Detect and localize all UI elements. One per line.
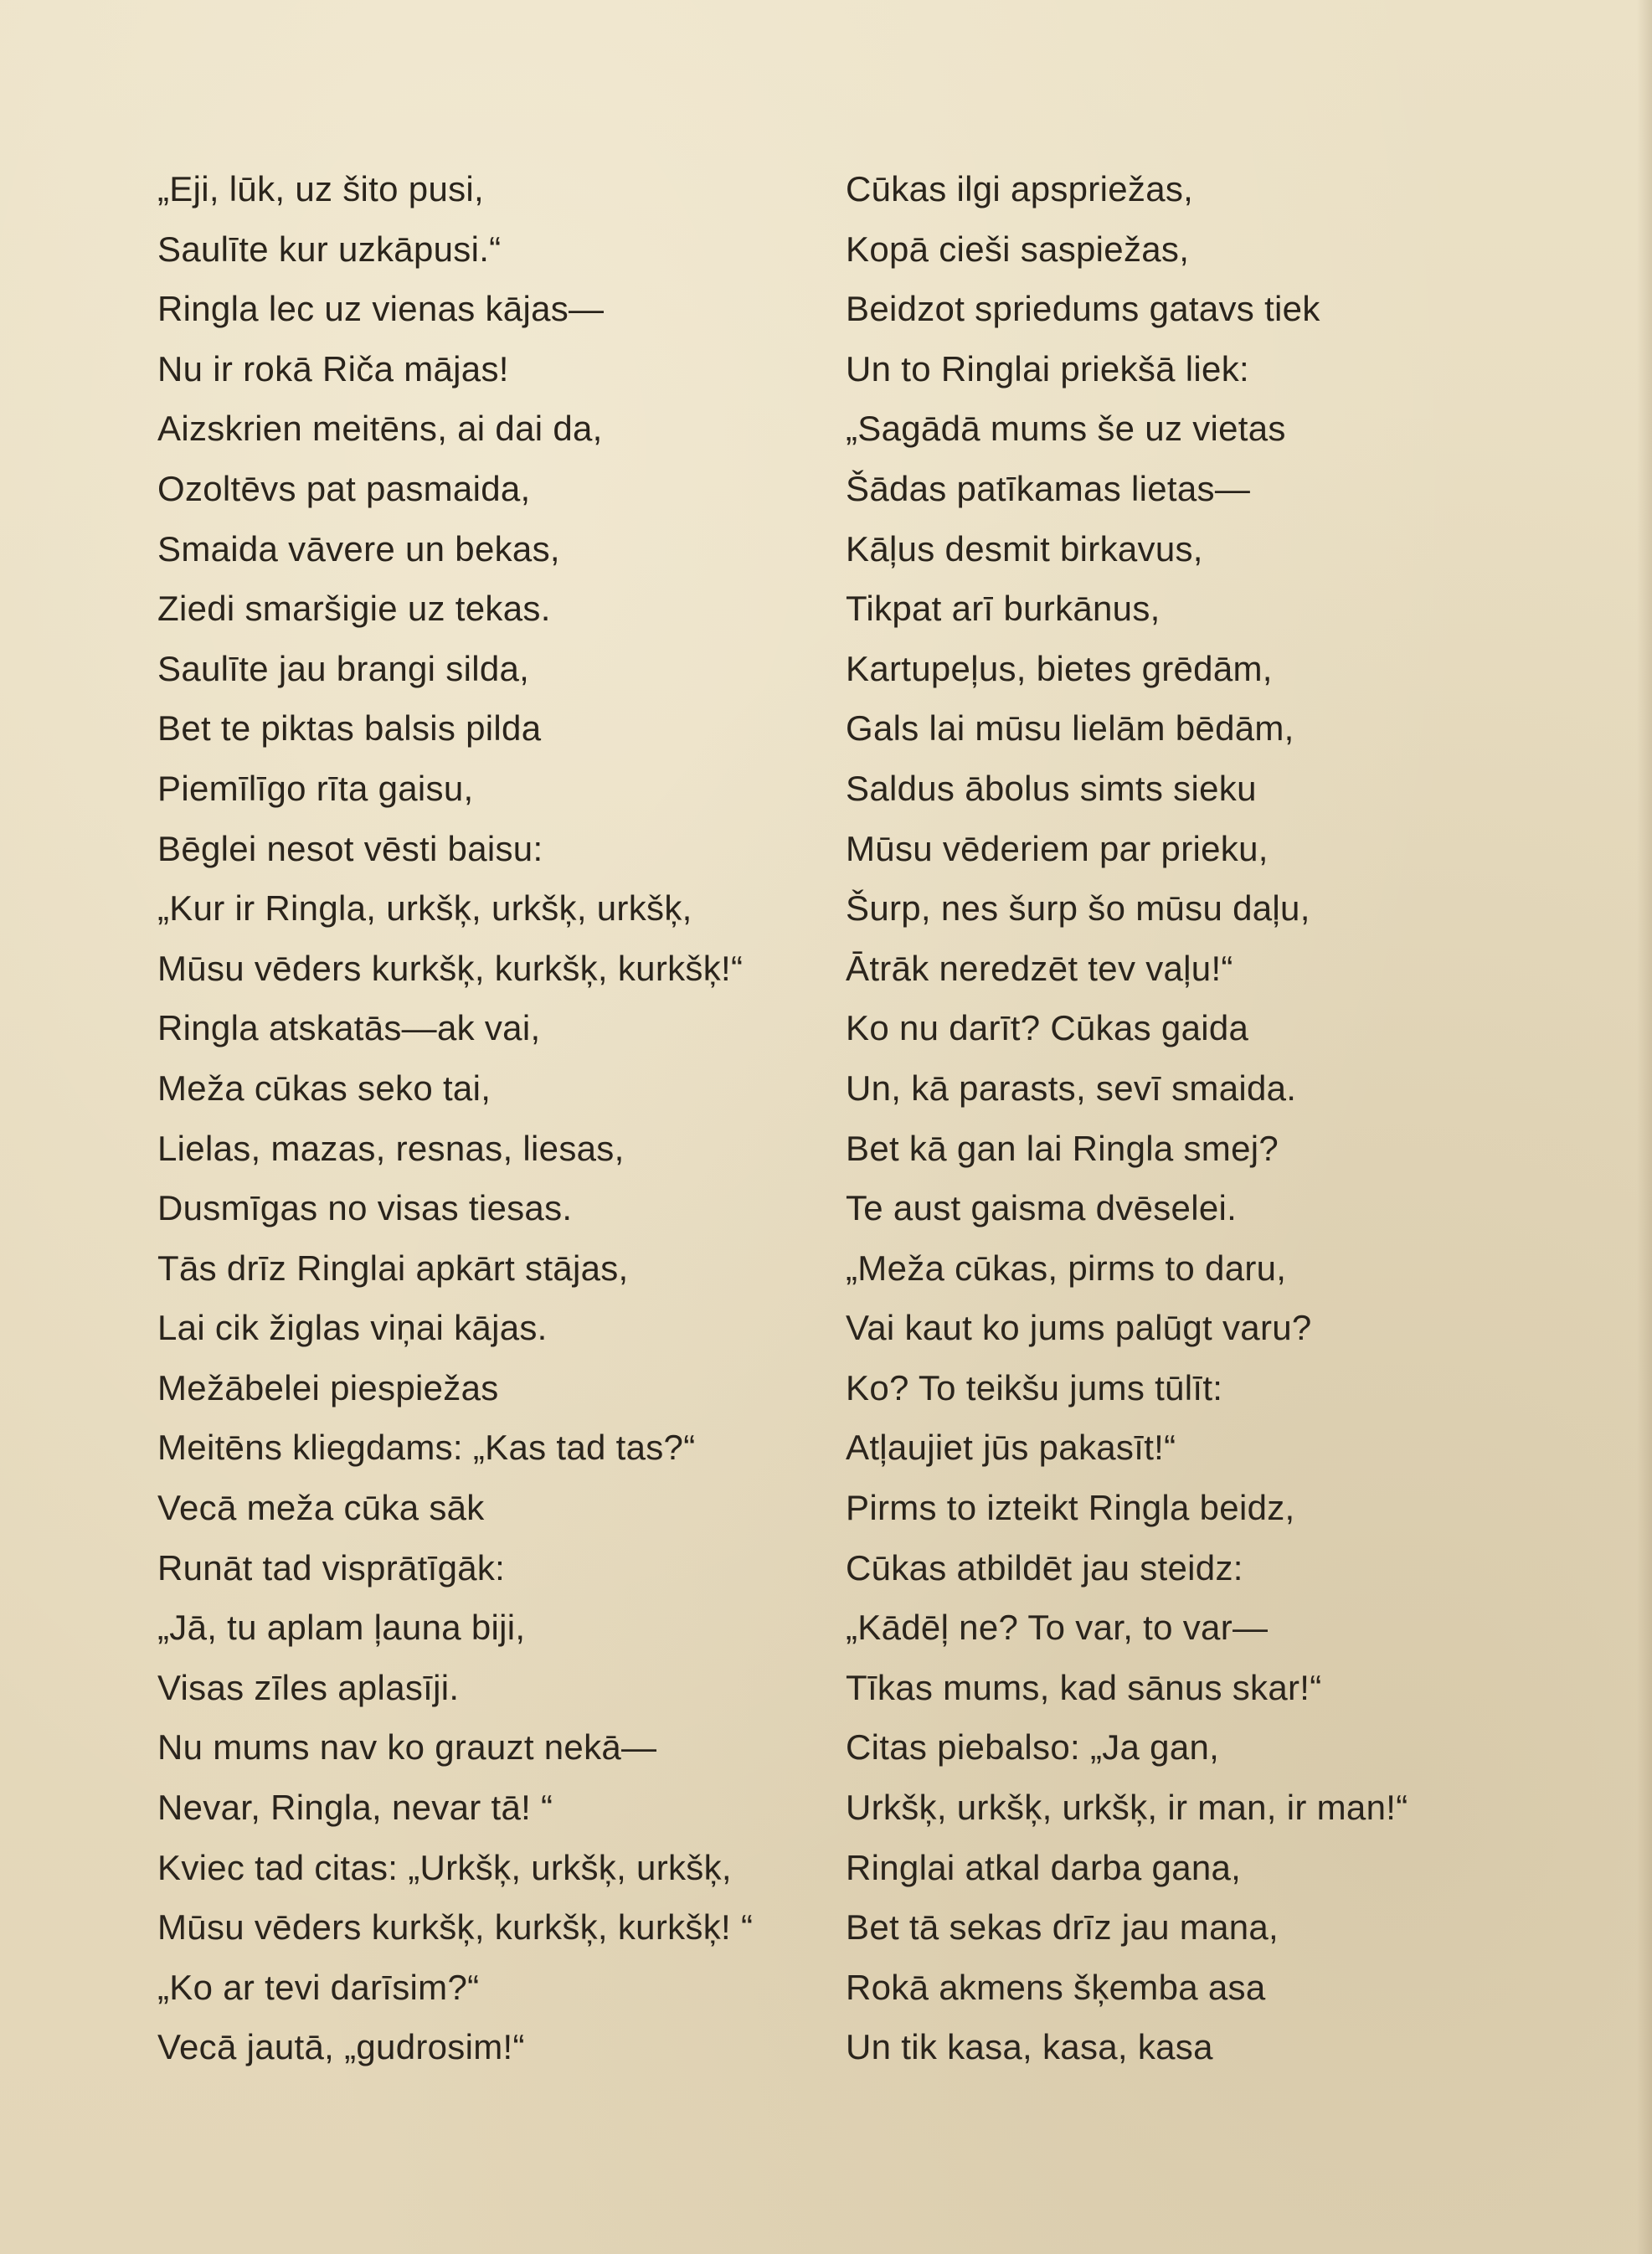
poem-line: Ziedi smaršigie uz tekas. [157, 589, 551, 629]
poem-line: Rokā akmens šķemba asa [846, 1967, 1266, 2007]
poem-line: „Meža cūkas, pirms to daru, [846, 1248, 1287, 1288]
poem-line: Bēglei nesot vēsti baisu: [157, 828, 543, 868]
poem-line: Ātrāk neredzēt tev vaļu!“ [846, 948, 1233, 988]
poem-line: Ko nu darīt? Cūkas gaida [846, 1008, 1249, 1048]
poem-line: Gals lai mūsu lielām bēdām, [846, 708, 1294, 749]
poem-line: Bet tā sekas drīz jau mana, [846, 1907, 1279, 1948]
poem-line: Ozoltēvs pat pasmaida, [157, 468, 531, 508]
page-edge [1637, 0, 1652, 2254]
poem-line: Ko? To teikšu jums tūlīt: [846, 1367, 1223, 1407]
poem-line: Beidzot spriedums gatavs tiek [846, 289, 1320, 329]
poem-line: Bet kā gan lai Ringla smej? [846, 1128, 1279, 1168]
poem-line: Tās drīz Ringlai apkārt stājas, [157, 1248, 629, 1288]
poem-line: „Kur ir Ringla, urkšķ, urkšķ, urkšķ, [157, 888, 692, 929]
poem-line: Nu ir rokā Riča mājas! [157, 348, 509, 389]
poem-line: Tikpat arī burkānus, [846, 589, 1161, 629]
poem-line: Ringla atskatās—ak vai, [157, 1008, 541, 1048]
poem-line: Saldus ābolus simts sieku [846, 768, 1257, 808]
poem-line: Atļaujiet jūs pakasīt!“ [846, 1428, 1176, 1468]
poem-left-column [157, 159, 827, 2077]
poem-line: Un tik kasa, kasa, kasa [846, 2027, 1213, 2067]
poem-line: Nevar, Ringla, nevar tā! “ [157, 1788, 553, 1828]
poem-line: „Sagādā mums še uz vietas [846, 409, 1286, 449]
poem-line: Vai kaut ko jums palūgt varu? [846, 1308, 1312, 1348]
poem-line: Saulīte kur uzkāpusi.“ [157, 229, 502, 269]
poem-line: Meitēns kliegdams: „Kas tad tas?“ [157, 1428, 696, 1468]
poem-line: Piemīlīgo rīta gaisu, [157, 768, 474, 808]
poem-line: „Kādēļ ne? To var, to var— [846, 1608, 1269, 1648]
poem-line: Kopā cieši saspiežas, [846, 229, 1190, 269]
poem-line: Dusmīgas no visas tiesas. [157, 1188, 573, 1228]
poem-line: Šādas patīkamas lietas— [846, 468, 1251, 508]
poem-line: „Ko ar tevi darīsim?“ [157, 1967, 480, 2007]
poem-line: Mūsu vēders kurkšķ, kurkšķ, kurkšķ!“ [157, 948, 744, 988]
poem-line: Runāt tad visprātīgāk: [157, 1547, 506, 1588]
poem-line: Bet te piktas balsis pilda [157, 708, 542, 749]
poem-line: Tīkas mums, kad sānus skar!“ [846, 1667, 1322, 1707]
poem-line: Un, kā parasts, sevī smaida. [846, 1068, 1297, 1108]
poem-line: Un to Ringlai priekšā liek: [846, 348, 1249, 389]
poem-line: Visas zīles aplasīji. [157, 1667, 460, 1707]
poem-line: „Jā, tu aplam ļauna biji, [157, 1608, 526, 1648]
poem-line: Saulīte jau brangi silda, [157, 648, 530, 688]
poem-line: Mūsu vēderiem par prieku, [846, 828, 1269, 868]
poem-line: Cūkas ilgi apspriežas, [846, 169, 1194, 208]
poem-line: Šurp, nes šurp šo mūsu daļu, [846, 888, 1310, 929]
poem-line: Vecā jautā, „gudrosim!“ [157, 2027, 525, 2067]
poem-line: Mežābelei piespiežas [157, 1367, 499, 1407]
poem-line: Meža cūkas seko tai, [157, 1068, 491, 1108]
poem-line: Lielas, mazas, resnas, liesas, [157, 1128, 625, 1168]
poem-line: Mūsu vēders kurkšķ, kurkšķ, kurkšķ! “ [157, 1907, 754, 1948]
poem-line: Urkšķ, urkšķ, urkšķ, ir man, ir man!“ [846, 1788, 1408, 1828]
poem-line: Lai cik žiglas viņai kājas. [157, 1308, 548, 1348]
poem-line: Vecā meža cūka sāk [157, 1488, 485, 1528]
poem-line: Te aust gaisma dvēselei. [846, 1188, 1238, 1228]
poem-line: Kāļus desmit birkavus, [846, 528, 1203, 569]
poem-right-column [846, 159, 1516, 2077]
poem-line: Ringla lec uz vienas kājas— [157, 289, 605, 329]
poem-line: Nu mums nav ko grauzt nekā— [157, 1727, 657, 1768]
poem-line: Ringlai atkal darba gana, [846, 1847, 1242, 1887]
poem-line: Kviec tad citas: „Urkšķ, urkšķ, urkšķ, [157, 1847, 732, 1887]
poem-line: Aizskrien meitēns, ai dai da, [157, 409, 603, 449]
poem-line: Smaida vāvere un bekas, [157, 528, 560, 569]
poem-line: „Eji, lūk, uz šito pusi, [157, 169, 484, 208]
poem-line: Pirms to izteikt Ringla beidz, [846, 1488, 1295, 1528]
poem-line: Citas piebalso: „Ja gan, [846, 1727, 1220, 1768]
poem-line: Cūkas atbildēt jau steidz: [846, 1547, 1243, 1588]
poem-line: Kartupeļus, bietes grēdām, [846, 648, 1273, 688]
